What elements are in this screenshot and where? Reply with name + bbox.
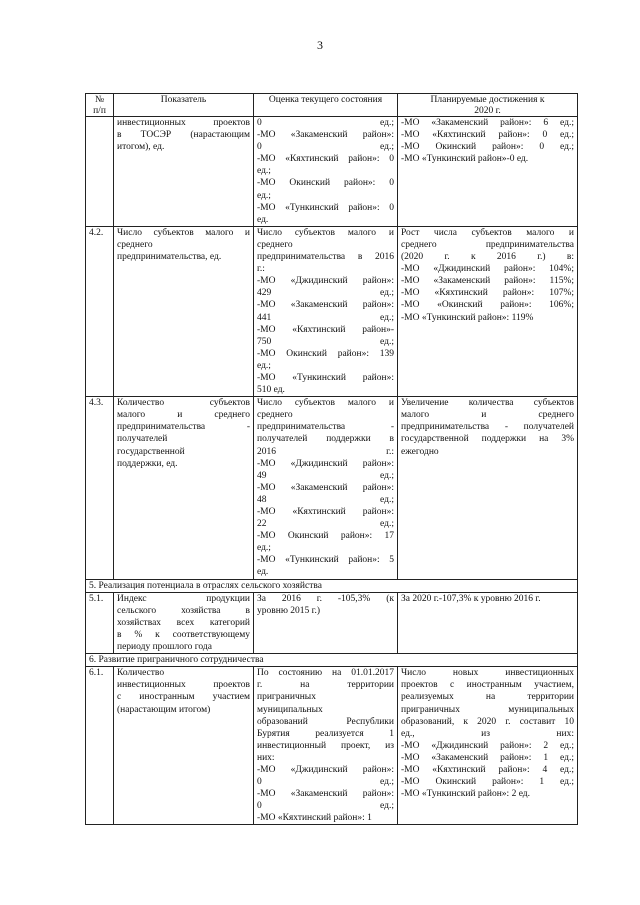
current-state-line: -МО Окинский район»: 0 bbox=[257, 178, 394, 189]
planned-line: ед., из них: bbox=[401, 728, 574, 739]
row-number: 5.1. bbox=[86, 592, 114, 653]
planned-line: государственной поддержки на 3% bbox=[401, 434, 574, 445]
current-state-line: инвестиционный проект, из bbox=[257, 740, 394, 751]
current-state-line: ед.; bbox=[257, 543, 271, 554]
planned-line: реализуемых на территории bbox=[401, 692, 574, 703]
current-state-line: ед. bbox=[257, 214, 269, 225]
current-state-line: 750 ед.; bbox=[257, 336, 394, 347]
current-state-line: Бурятия реализуется 1 bbox=[257, 728, 394, 739]
current-state-line: 0 ед.; bbox=[257, 142, 394, 153]
section-row bbox=[86, 579, 578, 592]
current-state-line: -МО «Закаменский район»: bbox=[257, 130, 394, 141]
planned-line: -МО «Закаменский район»: 6 ед.; bbox=[401, 118, 574, 128]
current-state-line: 0 ед.; bbox=[257, 118, 394, 128]
indicator-cell bbox=[114, 117, 254, 227]
current-state-line: -МО «Тункинский район»: 0 bbox=[257, 202, 394, 213]
indicator-line: инвестиционных проектов bbox=[117, 680, 250, 691]
indicator-cell bbox=[114, 397, 254, 579]
current-state-line: -МО «Кяхтинский район»: 0 bbox=[257, 154, 394, 165]
indicators-table bbox=[85, 93, 578, 825]
indicator-line: государственной bbox=[117, 446, 185, 457]
current-state-line: 441 ед.; bbox=[257, 312, 394, 323]
current-state-line: -МО «Закаменский район»: bbox=[257, 300, 394, 311]
planned-cell bbox=[398, 397, 578, 579]
indicator-line: малого и среднего bbox=[117, 410, 250, 421]
current-state-line: уровню 2015 г.) bbox=[257, 605, 321, 616]
planned-line: -МО «Тункинский район»-0 ед. bbox=[401, 154, 529, 165]
indicator-line: Число субъектов малого и bbox=[117, 227, 250, 238]
current-state-line: муниципальных bbox=[257, 704, 323, 715]
planned-line: -МО Окинский район»: 0 ед.; bbox=[401, 142, 574, 153]
indicator-line: предпринимательства - bbox=[117, 422, 250, 433]
current-state-line: ед. bbox=[257, 567, 269, 578]
table-header-row bbox=[86, 94, 578, 117]
current-state-line: Число субъектов малого и bbox=[257, 398, 394, 409]
row-number: 6.1. bbox=[86, 667, 114, 825]
planned-line: -МО «Закаменский район»: 115%; bbox=[401, 276, 574, 287]
current-state-line: предпринимательства - bbox=[257, 422, 394, 433]
table-row bbox=[86, 592, 578, 653]
table-body bbox=[86, 117, 578, 825]
planned-line: Увеличение количества субъектов bbox=[401, 398, 574, 409]
current-state-line: -МО «Кяхтинский район»: 1 bbox=[257, 813, 372, 824]
planned-cell bbox=[398, 117, 578, 227]
current-state-line: г. на территории bbox=[257, 680, 394, 691]
planned-line: -МО Окинский район»: 1 ед.; bbox=[401, 777, 574, 788]
planned-line: -МО «Кяхтинский район»: 4 ед.; bbox=[401, 764, 574, 775]
planned-line: -МО «Джидинский район»: 2 ед.; bbox=[401, 740, 574, 751]
planned-cell bbox=[398, 226, 578, 396]
header-indicator: Показатель bbox=[114, 94, 254, 117]
current-state-line: -МО «Тункинский район»: 5 bbox=[257, 555, 394, 566]
row-number bbox=[86, 117, 114, 227]
current-state-line: 49 ед.; bbox=[257, 470, 394, 481]
current-state-line: 0 ед.; bbox=[257, 777, 394, 788]
planned-line: приграничных муниципальных bbox=[401, 704, 574, 715]
indicator-line: хозяйствах всех категорий bbox=[117, 617, 250, 628]
indicator-cell bbox=[114, 592, 254, 653]
planned-line: (2020 г. к 2016 г.) в: bbox=[401, 252, 574, 263]
indicator-line: сельского хозяйства в bbox=[117, 605, 250, 616]
current-state-line: г.: bbox=[257, 264, 265, 275]
current-state-line: -МО «Джидинский район»: bbox=[257, 458, 394, 469]
current-state-line: среднего bbox=[257, 239, 293, 250]
row-number: 4.2. bbox=[86, 226, 114, 396]
current-state-line: ед.; bbox=[257, 190, 271, 201]
planned-line: За 2020 г.-107,3% к уровню 2016 г. bbox=[401, 593, 541, 604]
current-state-line: -МО «Кяхтинский район»- bbox=[257, 324, 394, 335]
planned-line: -МО «Тункинский район»: 119% bbox=[401, 312, 534, 323]
planned-line: Число новых инвестиционных bbox=[401, 668, 574, 679]
current-state-line: -МО «Закаменский район»: bbox=[257, 789, 394, 800]
indicator-line: периоду прошлого года bbox=[117, 642, 212, 653]
planned-line: -МО «Кяхтинский район»: 0 ед.; bbox=[401, 130, 574, 141]
current-state-line: ед.; bbox=[257, 360, 271, 371]
current-state-line: предпринимательства в 2016 bbox=[257, 252, 394, 263]
current-state-line: -МО «Закаменский район»: bbox=[257, 482, 394, 493]
current-state-cell bbox=[254, 397, 398, 579]
planned-line: образований, к 2020 г. составит 10 bbox=[401, 716, 574, 727]
planned-line: -МО «Тункинский район»: 2 ед. bbox=[401, 789, 530, 800]
indicator-line: (нарастающим итогом) bbox=[117, 704, 211, 715]
current-state-line: За 2016 г. -105,3% (к bbox=[257, 593, 394, 604]
planned-cell bbox=[398, 592, 578, 653]
current-state-line: -МО «Джидинский район»: bbox=[257, 764, 394, 775]
indicator-line: получателей bbox=[117, 434, 168, 445]
current-state-line: -МО Окинский район»: 139 bbox=[257, 348, 394, 359]
table-row bbox=[86, 117, 578, 227]
current-state-line: По состоянию на 01.01.2017 bbox=[257, 668, 394, 679]
current-state-cell bbox=[254, 592, 398, 653]
table-row bbox=[86, 397, 578, 579]
planned-line: среднего предпринимательства bbox=[401, 239, 574, 250]
indicator-line: итогом), ед. bbox=[117, 142, 165, 153]
section-title: 6. Развитие приграничного сотрудничества bbox=[86, 654, 578, 667]
indicator-line: предпринимательства, ед. bbox=[117, 252, 222, 263]
section-row bbox=[86, 654, 578, 667]
indicator-line: среднего bbox=[117, 239, 153, 250]
planned-line: проектов с иностранным участием, bbox=[401, 680, 574, 691]
current-state-line: -МО «Кяхтинский район»: bbox=[257, 507, 394, 517]
current-state-line: среднего bbox=[257, 410, 293, 421]
current-state-line: 510 ед. bbox=[257, 385, 285, 396]
planned-line: -МО «Окинский район»: 106%; bbox=[401, 300, 574, 311]
indicator-cell bbox=[114, 226, 254, 396]
table-row bbox=[86, 226, 578, 396]
planned-line: -МО «Джидинский район»: 104%; bbox=[401, 264, 574, 275]
current-state-line: -МО Окинский район»: 17 bbox=[257, 531, 394, 542]
current-state-line: ед.; bbox=[257, 166, 271, 177]
current-state-cell bbox=[254, 117, 398, 227]
indicator-line: Индекс продукции bbox=[117, 593, 250, 604]
current-state-line: Число субъектов малого и bbox=[257, 227, 394, 238]
current-state-line: -МО «Джидинский район»: bbox=[257, 276, 394, 287]
indicator-cell bbox=[114, 667, 254, 825]
planned-line: ежегодно bbox=[401, 446, 439, 457]
indicator-line: в ТОСЭР (нарастающим bbox=[117, 130, 250, 141]
current-state-cell bbox=[254, 667, 398, 825]
indicator-line: Количество bbox=[117, 668, 165, 679]
page-number: 3 bbox=[317, 38, 323, 52]
planned-line: предпринимательства - получателей bbox=[401, 422, 574, 433]
planned-line: Рост числа субъектов малого и bbox=[401, 227, 574, 238]
indicator-line: с иностранным участием bbox=[117, 692, 250, 703]
row-number: 4.3. bbox=[86, 397, 114, 579]
header-current-state: Оценка текущего состояния bbox=[254, 94, 398, 117]
planned-line: -МО «Закаменский район»: 1 ед.; bbox=[401, 752, 574, 763]
current-state-line: приграничных bbox=[257, 692, 316, 703]
planned-line: -МО «Кяхтинский район»: 107%; bbox=[401, 288, 574, 299]
planned-line: малого и среднего bbox=[401, 410, 574, 421]
header-planned: Планируемые достижения к 2020 г. bbox=[398, 94, 578, 117]
current-state-line: 429 ед.; bbox=[257, 288, 394, 299]
current-state-line: 48 ед.; bbox=[257, 494, 394, 505]
current-state-line: них: bbox=[257, 752, 275, 763]
current-state-line: образований Республики bbox=[257, 716, 394, 727]
section-title: 5. Реализация потенциала в отраслях сельского хозяйства bbox=[86, 579, 578, 592]
current-state-line: 2016 г.: bbox=[257, 446, 394, 457]
current-state-line: 0 ед.; bbox=[257, 801, 394, 812]
current-state-line: 22 ед.; bbox=[257, 519, 394, 530]
current-state-line: получателей поддержки в bbox=[257, 434, 394, 445]
current-state-line: -МО «Тункинский район»: bbox=[257, 372, 394, 383]
current-state-cell bbox=[254, 226, 398, 396]
indicator-line: инвестиционных проектов bbox=[117, 118, 250, 128]
indicator-line: поддержки, ед. bbox=[117, 458, 178, 469]
indicator-line: Количество субъектов bbox=[117, 398, 250, 409]
table-row bbox=[86, 667, 578, 825]
indicator-line: в % к соответствующему bbox=[117, 629, 250, 640]
header-num: № п/п bbox=[86, 94, 114, 117]
planned-cell bbox=[398, 667, 578, 825]
